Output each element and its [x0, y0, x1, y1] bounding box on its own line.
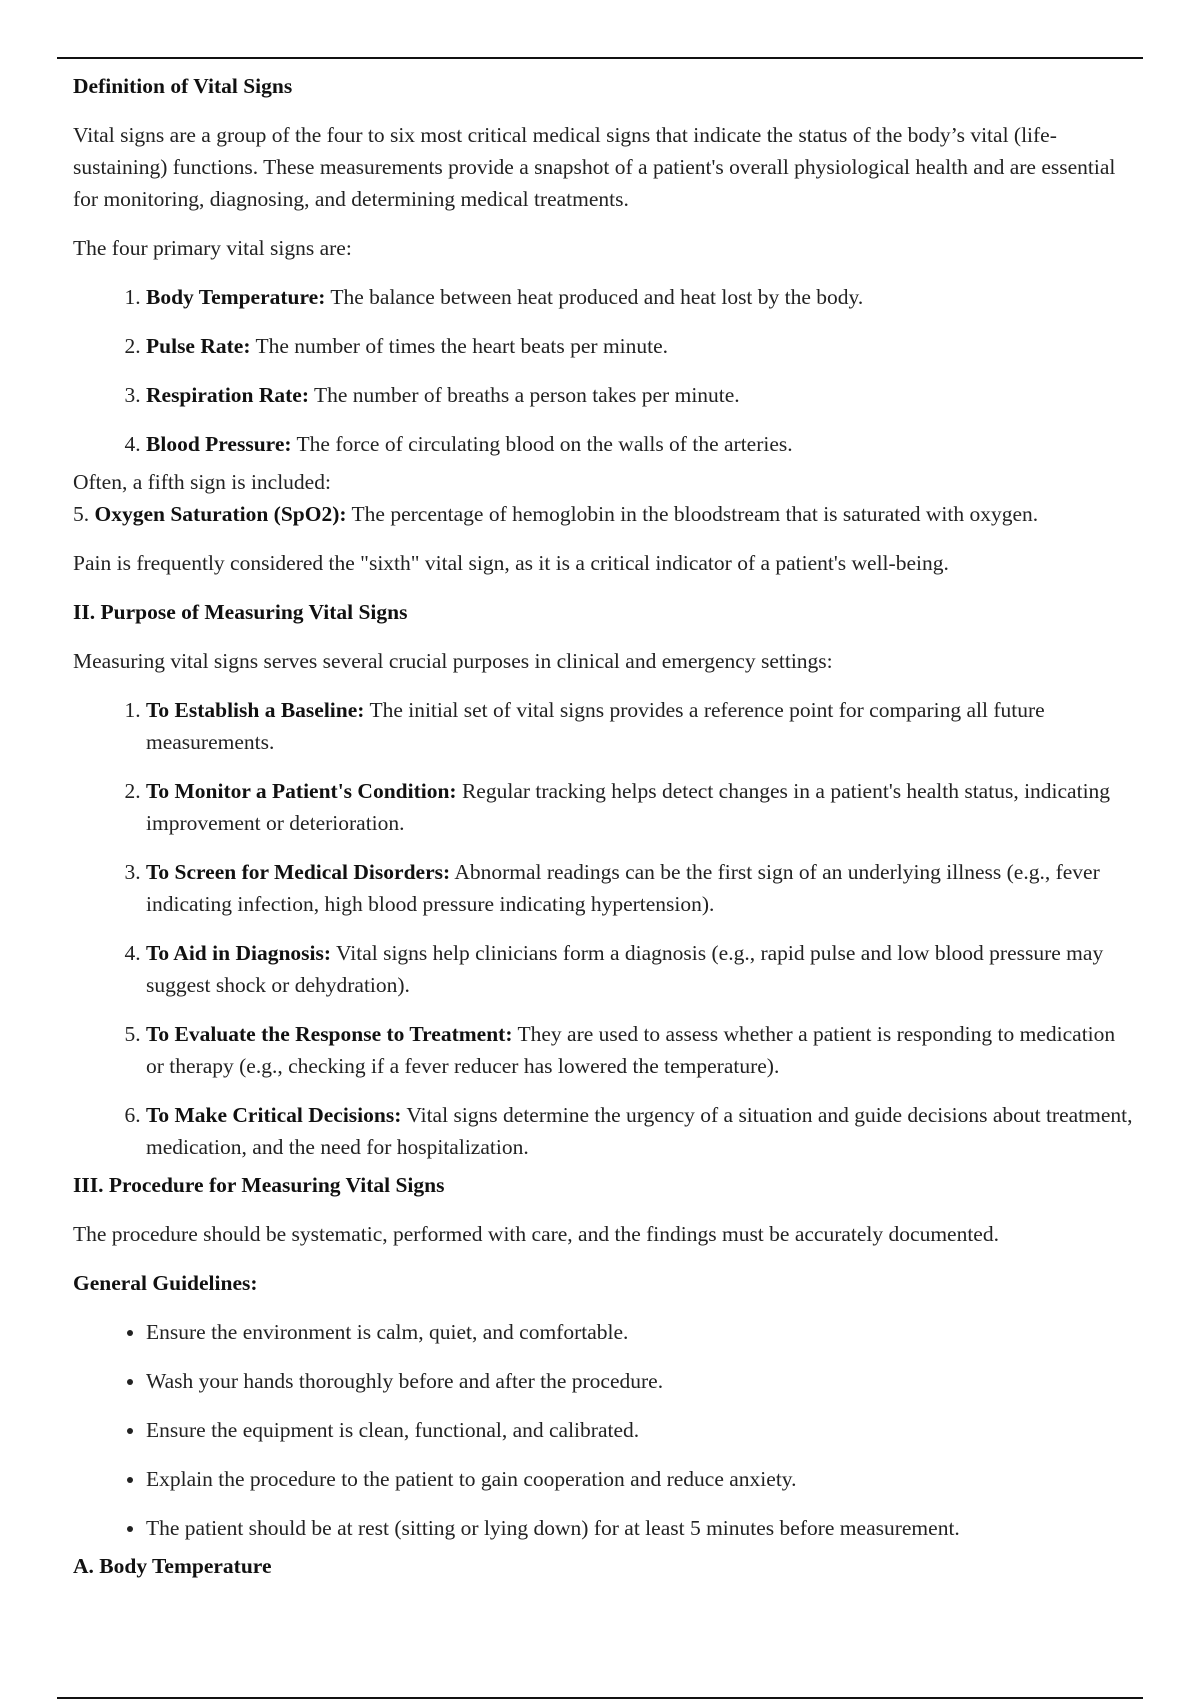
list-item-term: To Make Critical Decisions: — [146, 1103, 402, 1127]
definition-intro: Vital signs are a group of the four to six most critical medical signs that indicate the status of the body’s vital (life-sustaining) functions. These measurements provide a snapshot of a patient's overall physiological health and are essential for monitoring, diagnosing, and determining medical treatments. — [73, 123, 1116, 211]
list-item: • Wash your hands thoroughly before and after the procedure. — [146, 1365, 1135, 1397]
list-item — [146, 330, 1135, 362]
guidelines-heading: General Guidelines: — [73, 1271, 258, 1295]
list-item — [146, 379, 1135, 411]
primary-signs-list — [73, 281, 1135, 460]
list-item-desc: Abnormal readings can be the first sign of an underlying illness (e.g., fever indicating infection, high blood pressure indicating hypertension). — [146, 860, 1100, 916]
pain-note: Pain is frequently considered the "sixth" vital sign, as it is a critical indicator of a patient's well-being. — [73, 551, 949, 575]
list-item: • Explain the procedure to the patient to gain cooperation and reduce anxiety. — [146, 1463, 1135, 1495]
list-item — [146, 937, 1135, 1001]
list-item-desc: They are used to assess whether a patient is responding to medication or therapy (e.g., checking if a fever reducer has lowered the temperature). — [146, 1022, 1116, 1078]
list-item-desc: The initial set of vital signs provides a reference point for comparing all future measurements. — [146, 698, 1045, 754]
list-item-term: To Monitor a Patient's Condition: — [146, 779, 457, 803]
list-item-desc: The force of circulating blood on the walls of the arteries. — [291, 432, 793, 456]
list-item — [146, 775, 1135, 839]
list-item — [146, 1099, 1135, 1163]
list-item — [146, 856, 1135, 920]
list-item-term: To Establish a Baseline: — [146, 698, 365, 722]
list-item-desc: Vital signs help clinicians form a diagnosis (e.g., rapid pulse and low blood pressure may suggest shock or dehydration). — [146, 941, 1104, 997]
guidelines-list — [73, 1316, 1135, 1544]
list-item-term: Respiration Rate: — [146, 383, 310, 407]
list-item: • Ensure the environment is calm, quiet, and comfortable. — [146, 1316, 1135, 1348]
procedure-heading: III. Procedure for Measuring Vital Signs — [73, 1173, 445, 1197]
fifth-sign-term: Oxygen Saturation (SpO2): — [94, 502, 347, 526]
list-item — [146, 694, 1135, 758]
list-item: • The patient should be at rest (sitting or lying down) for at least 5 minutes before measurement. — [146, 1512, 1135, 1544]
list-item-term: Pulse Rate: — [146, 334, 251, 358]
body-temperature-heading: A. Body Temperature — [73, 1554, 272, 1578]
bottom-rule — [57, 1697, 1143, 1699]
list-item-term: To Aid in Diagnosis: — [146, 941, 332, 965]
list-item: • Ensure the equipment is clean, functional, and calibrated. — [146, 1414, 1135, 1446]
list-item — [146, 1018, 1135, 1082]
purpose-intro: Measuring vital signs serves several crucial purposes in clinical and emergency settings: — [73, 649, 833, 673]
list-item-desc: Vital signs determine the urgency of a situation and guide decisions about treatment, medication, and the need for hospitalization. — [146, 1103, 1133, 1159]
primary-signs-lead: The four primary vital signs are: — [73, 236, 352, 260]
list-item-term: Blood Pressure: — [146, 432, 292, 456]
list-item-desc: The balance between heat produced and heat lost by the body. — [325, 285, 864, 309]
purpose-list — [73, 694, 1135, 1163]
list-item-term: Body Temperature: — [146, 285, 326, 309]
list-item — [146, 428, 1135, 460]
definition-heading: Definition of Vital Signs — [73, 74, 293, 98]
list-item-term: To Evaluate the Response to Treatment: — [146, 1022, 513, 1046]
fifth-sign-desc: The percentage of hemoglobin in the bloodstream that is saturated with oxygen. — [346, 502, 1039, 526]
list-item-desc: The number of breaths a person takes per minute. — [309, 383, 740, 407]
purpose-heading: II. Purpose of Measuring Vital Signs — [73, 600, 408, 624]
fifth-sign-lead: Often, a fifth sign is included: — [73, 470, 331, 494]
list-item — [146, 281, 1135, 313]
fifth-sign-number: 5. — [73, 502, 95, 526]
top-rule — [57, 57, 1143, 59]
list-item-desc: The number of times the heart beats per minute. — [250, 334, 669, 358]
list-item-desc: Regular tracking helps detect changes in a patient's health status, indicating improvement or deterioration. — [146, 779, 1111, 835]
procedure-intro: The procedure should be systematic, performed with care, and the findings must be accurately documented. — [73, 1222, 999, 1246]
fifth-sign-paragraph — [73, 466, 1135, 530]
list-item-term: To Screen for Medical Disorders: — [146, 860, 451, 884]
document-content — [73, 70, 1135, 1599]
